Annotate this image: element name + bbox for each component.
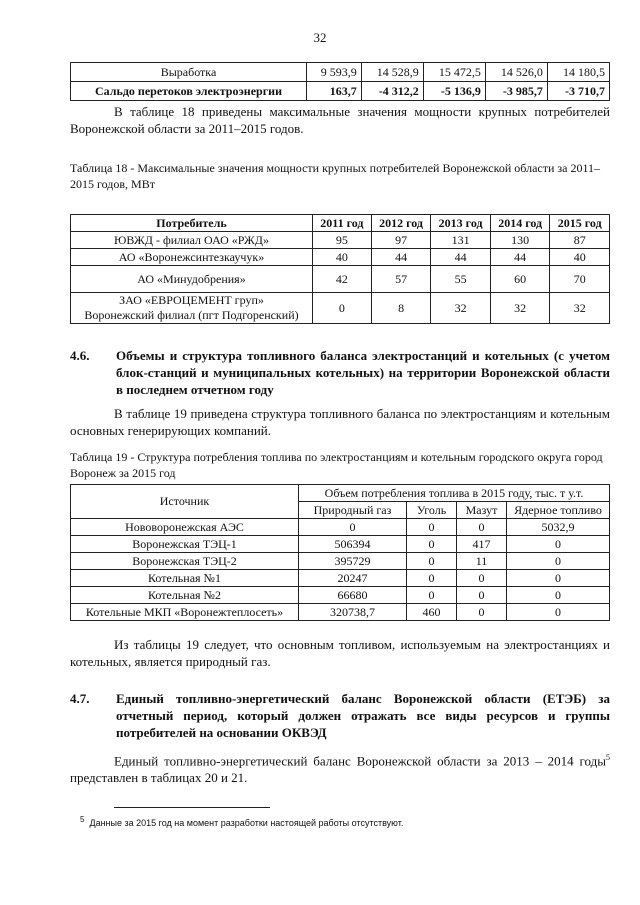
cell: 0 [407,553,457,570]
column-header: 2011 год [313,215,372,232]
cell: 0 [507,536,610,553]
section-number: 4.6. [70,348,90,363]
table-row [71,519,610,536]
table-row [71,604,610,621]
cell: 0 [507,553,610,570]
cell: 32 [490,293,550,324]
cell: 87 [550,232,610,249]
consumer-name: АО «Минудобрения» [71,266,313,293]
table-continuation [70,62,610,101]
footnote-mark: 5 [80,815,85,824]
section-title: Объемы и структура топливного баланса электростанций и котельных (с учетом блок-станций и муниципальных котельных) на территории Воронежской области в последнем отчетном году [116,348,610,397]
cell: -4 312,2 [361,82,423,101]
paragraph-text: представлен в таблицах 20 и 21. [70,770,248,786]
cell: 0 [457,570,507,587]
column-header: 2012 год [371,215,431,232]
source-name: Котельные МКП «Воронежтеплосеть» [71,604,299,621]
cell: 60 [490,266,550,293]
paragraph: Из таблицы 19 следует, что основным топливом, используемым на электростанциях и котельных, является природный газ. [70,637,610,669]
paragraph [70,749,610,786]
cell: 20247 [299,570,407,587]
cell: 8 [371,293,431,324]
table-header-row [71,215,610,232]
column-group-header: Объем потребления топлива в 2015 году, тыс. т у.т. [299,485,610,502]
cell: 42 [313,266,372,293]
cell: 66680 [299,587,407,604]
cell: 0 [507,587,610,604]
cell: 5032,9 [507,519,610,536]
cell: 11 [457,553,507,570]
cell: 395729 [299,553,407,570]
cell: 0 [407,587,457,604]
table-row [71,587,610,604]
cell: 0 [507,604,610,621]
source-name: Котельная №2 [71,587,299,604]
table-row [71,63,610,82]
table-caption: Таблица 18 - Максимальные значения мощности крупных потребителей Воронежской области за 2011–2015 годов, МВт [70,161,601,191]
paragraph: В таблице 19 приведена структура топливного баланса по электростанциям и котельным основных генерирующих компаний. [70,406,610,438]
column-header: 2014 год [490,215,550,232]
paragraph-text: Единый топливно-энергетический баланс Воронежской области за 2013 – 2014 годы [114,753,606,769]
table-row [71,82,610,101]
cell: 320738,7 [299,604,407,621]
footnote-text: Данные за 2015 год на момент разработки настоящей работы отсутствуют. [89,818,404,828]
table-row [71,232,610,249]
footnote [80,815,403,828]
cell: 0 [407,570,457,587]
cell: 40 [313,249,372,266]
column-header: Уголь [407,502,457,519]
cell: 0 [457,519,507,536]
cell: -3 710,7 [547,82,609,101]
table-19 [70,484,610,621]
table-caption: Таблица 19 - Структура потребления топлива по электростанциям и котельным городского округа город Воронеж за 2015 год [70,450,603,480]
footnote-divider [114,807,270,808]
cell: 0 [457,587,507,604]
cell: 32 [550,293,610,324]
cell: 130 [490,232,550,249]
cell: 95 [313,232,372,249]
source-name: Нововоронежская АЭС [71,519,299,536]
cell: 44 [431,249,491,266]
cell: 97 [371,232,431,249]
section-heading-4-6 [70,347,610,398]
source-name: Воронежская ТЭЦ-2 [71,553,299,570]
cell: 460 [407,604,457,621]
cell: 57 [371,266,431,293]
cell: 55 [431,266,491,293]
table-row [71,266,610,293]
cell: 417 [457,536,507,553]
table-row [71,536,610,553]
cell: 9 593,9 [307,63,362,82]
cell: 163,7 [307,82,362,101]
cell: 44 [371,249,431,266]
consumer-name: ЮВЖД - филиал ОАО «РЖД» [71,232,313,249]
page-number: 32 [313,30,327,45]
section-number: 4.7. [70,691,90,706]
cell: 14 180,5 [547,63,609,82]
cell: 506394 [299,536,407,553]
table-row [71,249,610,266]
table-row [71,553,610,570]
column-header: Мазут [457,502,507,519]
cell: 0 [407,536,457,553]
cell: 32 [431,293,491,324]
column-header: Ядерное топливо [507,502,610,519]
cell: 0 [507,570,610,587]
column-header: Источник [71,485,299,519]
cell: 131 [431,232,491,249]
cell: 0 [407,519,457,536]
column-header: Природный газ [299,502,407,519]
row-label: Выработка [71,63,307,82]
consumer-name-line: ЗАО «ЕВРОЦЕМЕНТ груп» [119,293,264,307]
cell: 0 [313,293,372,324]
cell: 14 526,0 [485,63,547,82]
cell: 0 [457,604,507,621]
column-header: 2015 год [550,215,610,232]
cell: -5 136,9 [423,82,485,101]
cell: 40 [550,249,610,266]
source-name: Котельная №1 [71,570,299,587]
table-row [71,293,610,324]
cell: 70 [550,266,610,293]
footnote-ref: 5 [606,753,610,762]
table-row [71,570,610,587]
consumer-name: АО «Воронежсинтезкаучук» [71,249,313,266]
table-18 [70,214,610,324]
cell: 0 [299,519,407,536]
column-header: 2013 год [431,215,491,232]
paragraph: В таблице 18 приведены максимальные значения мощности крупных потребителей Воронежской области за 2011–2015 годов. [70,104,610,136]
cell: 15 472,5 [423,63,485,82]
row-label: Сальдо перетоков электроэнергии [71,82,307,101]
consumer-name [71,293,313,324]
cell: 44 [490,249,550,266]
column-header: Потребитель [71,215,313,232]
consumer-name-line: Воронежский филиал (пгт Подгоренский) [84,308,299,322]
section-title: Единый топливно-энергетический баланс Воронежской области (ЕТЭБ) за отчетный период, который должен отражать все виды ресурсов и группы потребителей на основании ОКВЭД [116,691,610,740]
cell: 14 528,9 [361,63,423,82]
cell: -3 985,7 [485,82,547,101]
table-header-row [71,485,610,502]
section-heading-4-7 [70,690,610,741]
source-name: Воронежская ТЭЦ-1 [71,536,299,553]
